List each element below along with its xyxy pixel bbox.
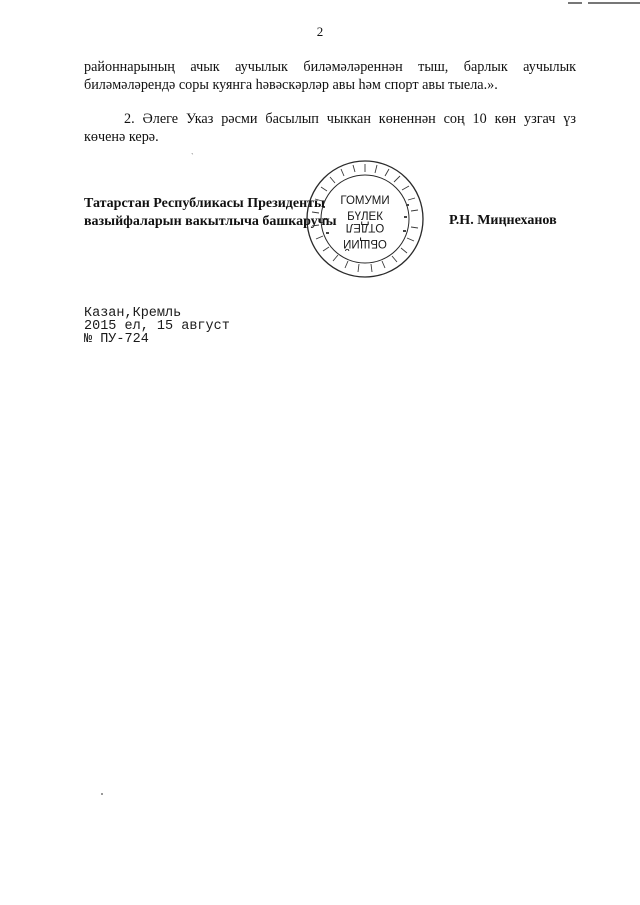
page-number: 2 <box>316 24 324 39</box>
decree-date: 2015 ел, 15 август <box>84 319 230 334</box>
stamp-word-department-tt: БҮЛЕК <box>347 211 383 223</box>
scan-tick-mark: ˋ <box>191 152 194 161</box>
signatory-title-line-1: Татарстан Республикасы Президенты <box>84 196 325 211</box>
decree-number: № ПУ-724 <box>84 332 149 347</box>
scan-edge-marks <box>568 0 640 6</box>
paragraph-1-line-1: районнарының ачык аучылык биләмәләреннән тыш, барлык аучылык <box>84 59 576 75</box>
stamp-word-department-ru: ОТДЕЛ <box>345 221 385 233</box>
signatory-name: Р.Н. Миңнеханов <box>449 213 557 228</box>
stamp-word-general: ГОМУМИ <box>340 195 390 207</box>
paragraph-1-line-2: биләмәләрендә соры куянга һәвәскәрләр авы һәм спорт авы тыела.». <box>84 77 498 93</box>
paragraph-hunting-restriction <box>84 58 576 94</box>
paragraph-2-line-2: көченә керә. <box>84 129 159 145</box>
stamp-word-general-ru: ОБЩИЙ <box>343 237 387 249</box>
signatory-title-line-2: вазыйфаларын вакытлыча башкаручы <box>84 214 337 229</box>
decree-footer <box>84 307 230 346</box>
decree-place: Казан,Кремль <box>84 306 182 321</box>
paragraph-2-line-1: 2. Әлеге Указ рәсми басылып чыккан көненнән соң 10 көн узгач үз <box>124 111 576 127</box>
scan-speck <box>101 793 103 795</box>
paragraph-entry-into-force <box>84 110 576 146</box>
signatory-title <box>84 195 337 231</box>
